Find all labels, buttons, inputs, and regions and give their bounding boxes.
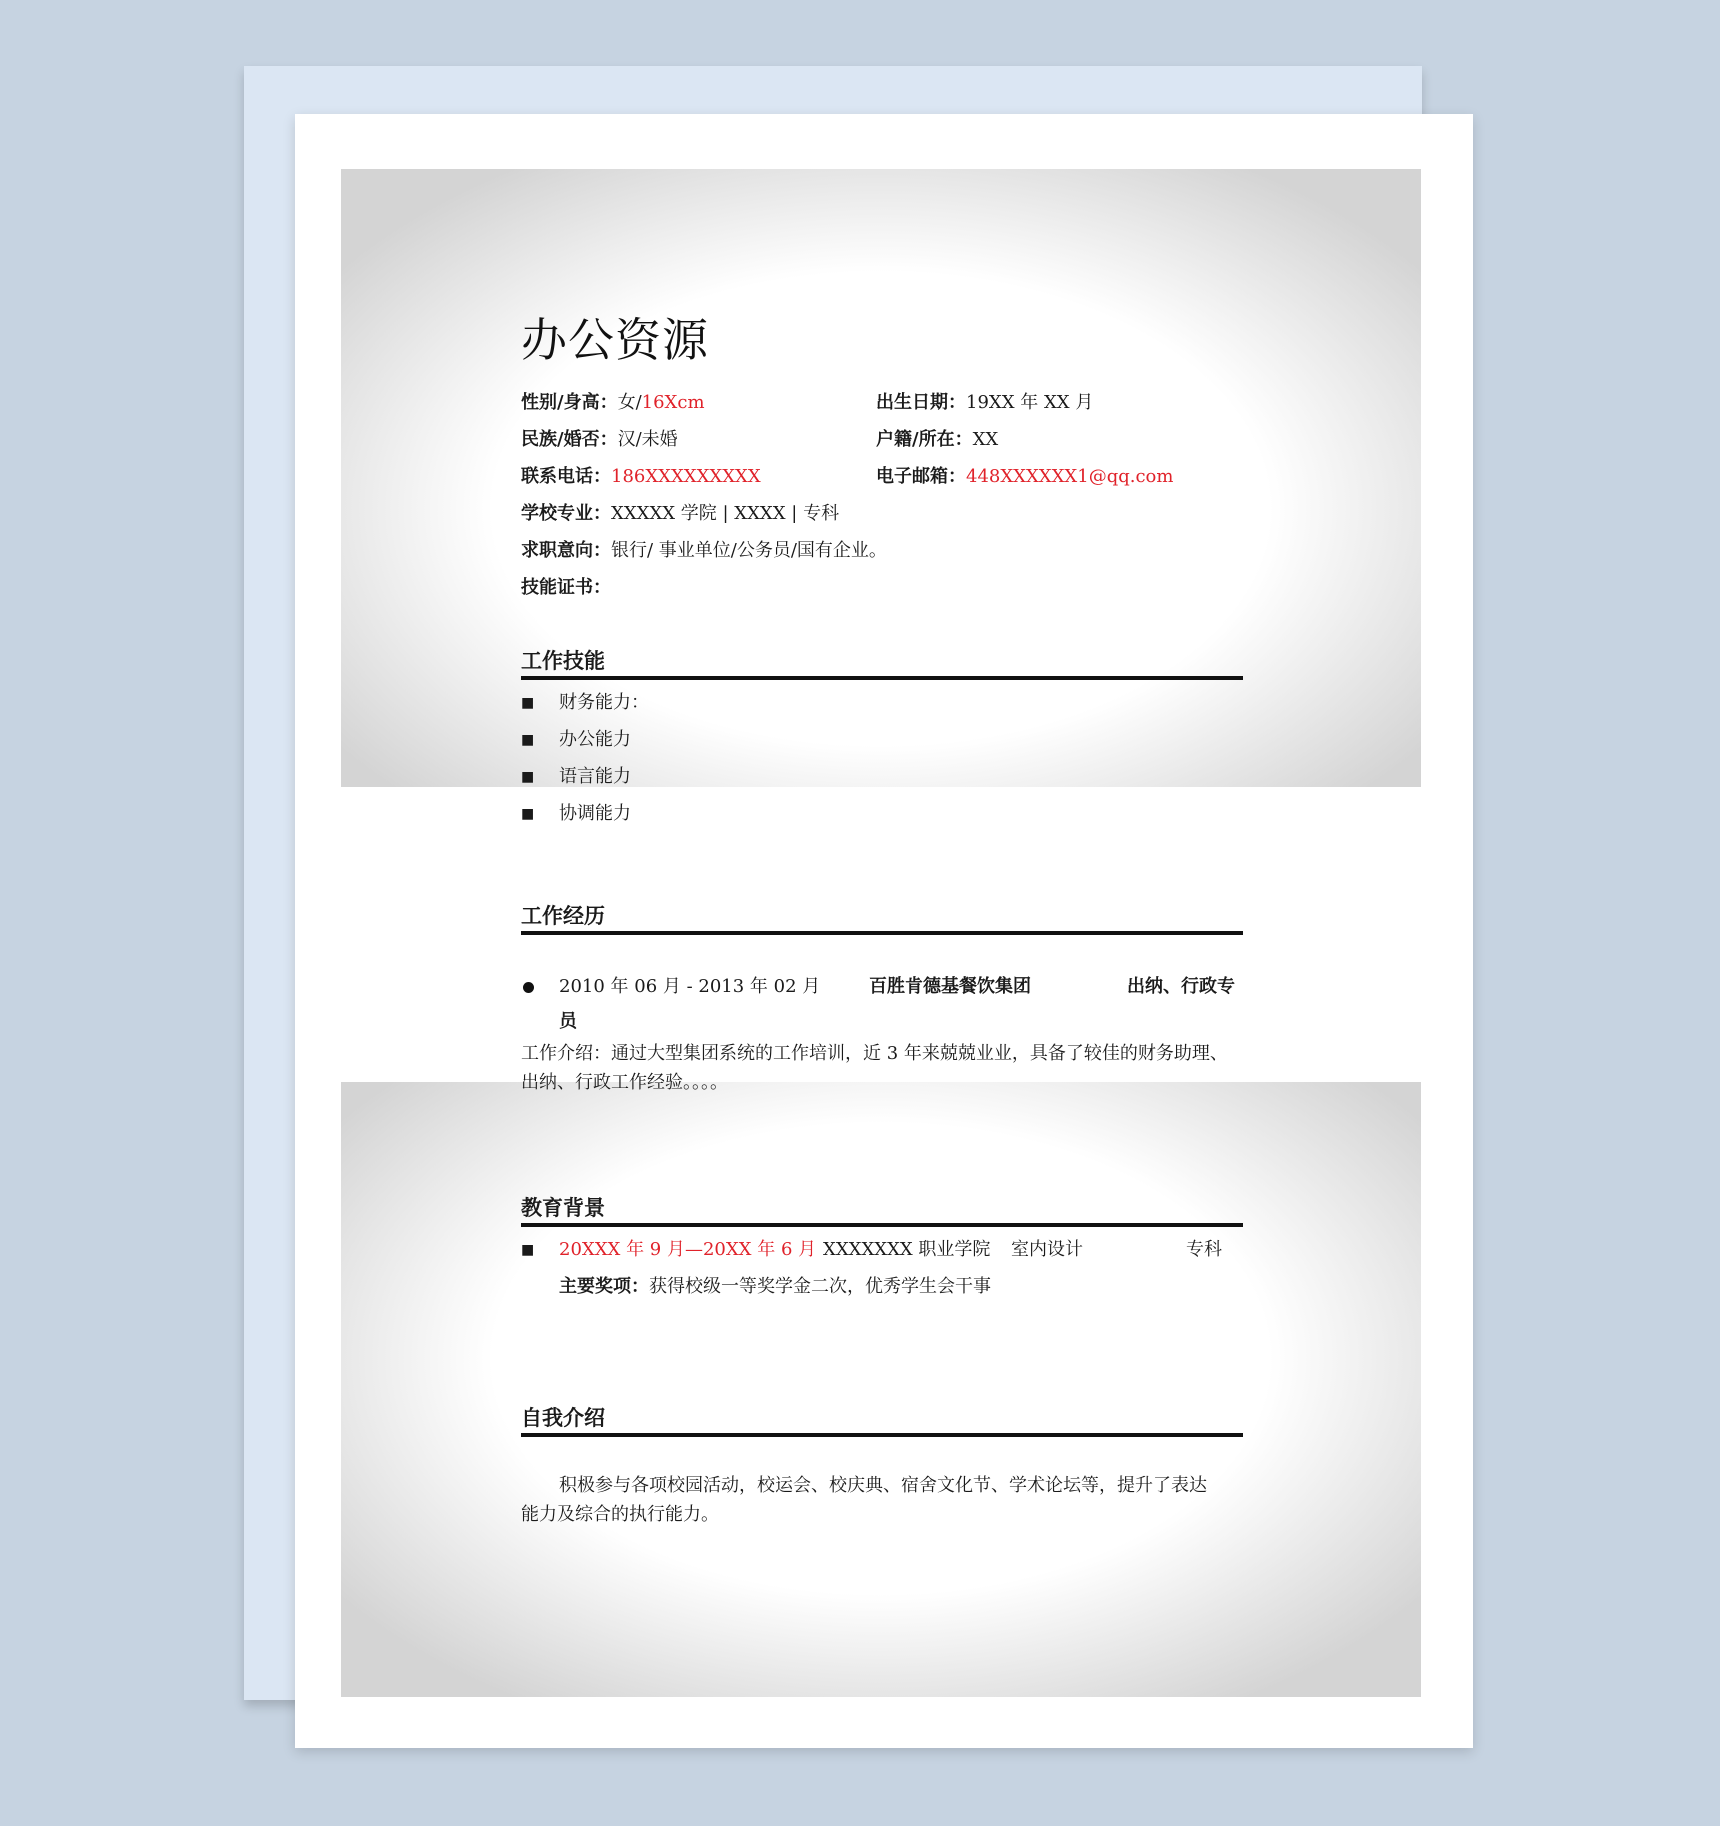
experience-section-title: 工作经历: [521, 902, 1243, 935]
square-bullet-icon: ■: [521, 1242, 535, 1258]
gender-height-label: 性别/身高：: [521, 392, 618, 413]
awards-label: 主要奖项：: [559, 1276, 649, 1297]
intro-section-title: 自我介绍: [521, 1404, 1243, 1437]
school-row: [521, 502, 839, 526]
ethnic-value: 汉/未婚: [617, 429, 678, 450]
square-bullet-icon: ■: [521, 732, 535, 748]
skills-section-title: 工作技能: [521, 647, 1243, 680]
phone-label: 联系电话：: [521, 466, 611, 487]
intent-label: 求职意向：: [521, 540, 611, 561]
skill-item: 语言能力: [559, 766, 631, 787]
hukou-label: 户籍/所在：: [876, 429, 973, 450]
circle-bullet-icon: [523, 982, 534, 993]
experience-role-cont: 员: [559, 1011, 577, 1032]
hukou-row: [876, 428, 998, 452]
ethnic-label: 民族/婚否：: [521, 429, 618, 450]
education-section-title: 教育背景: [521, 1194, 1243, 1227]
email-label: 电子邮箱：: [876, 466, 966, 487]
experience-desc: [521, 1039, 1243, 1097]
intro-line1: 积极参与各项校园活动，校运会、校庆典、宿舍文化节、学术论坛等，提升了表达: [559, 1475, 1207, 1496]
email-row: [876, 465, 1173, 489]
education-degree: 专科: [1186, 1239, 1222, 1260]
gender-value: 女/: [617, 392, 642, 413]
phone-value: 186XXXXXXXXX: [611, 466, 761, 487]
height-value: 16Xcm: [641, 392, 705, 413]
school-label: 学校专业：: [521, 503, 611, 524]
resume-name: 办公资源: [521, 313, 709, 367]
cert-row: [521, 576, 611, 600]
ethnic-row: [521, 428, 678, 452]
square-bullet-icon: ■: [521, 806, 535, 822]
shade-bottom: [341, 1082, 1421, 1697]
intent-value: 银行/ 事业单位/公务员/国有企业。: [611, 540, 887, 561]
birth-label: 出生日期：: [876, 392, 966, 413]
intro-text: [521, 1471, 1243, 1529]
intent-row: [521, 539, 887, 563]
skill-item: 办公能力: [559, 729, 631, 750]
awards-row: [559, 1275, 991, 1299]
birth-value: 19XX 年 XX 月: [966, 392, 1094, 413]
email-value: 448XXXXXX1@qq.com: [966, 466, 1174, 487]
experience-company: 百胜肯德基餐饮集团: [869, 976, 1031, 997]
hukou-value: XX: [972, 429, 999, 450]
experience-desc-line2: 出纳、行政工作经验。。。。: [521, 1072, 728, 1093]
education-school: XXXXXXX 职业学院: [823, 1239, 991, 1260]
school-value: XXXXX 学院 | XXXX | 专科: [611, 503, 840, 524]
intro-line2: 能力及综合的执行能力。: [521, 1504, 719, 1525]
education-major: 室内设计: [1011, 1239, 1083, 1260]
gender-height-row: [521, 391, 705, 415]
skill-item: 协调能力: [559, 803, 631, 824]
cert-label: 技能证书：: [521, 577, 611, 598]
square-bullet-icon: ■: [521, 769, 535, 785]
skill-item: 财务能力：: [559, 692, 649, 713]
awards-value: 获得校级一等奖学金二次，优秀学生会干事: [649, 1276, 991, 1297]
experience-period: 2010 年 06 月 - 2013 年 02 月: [559, 976, 821, 997]
education-period: 20XXX 年 9 月—20XX 年 6 月: [559, 1239, 817, 1260]
phone-row: [521, 465, 761, 489]
square-bullet-icon: ■: [521, 695, 535, 711]
experience-desc-line1: 工作介绍：通过大型集团系统的工作培训，近 3 年来兢兢业业，具备了较佳的财务助理、: [521, 1043, 1228, 1064]
resume-page: [295, 114, 1473, 1748]
birth-row: [876, 391, 1093, 415]
experience-role: 出纳、行政专: [1127, 976, 1235, 997]
